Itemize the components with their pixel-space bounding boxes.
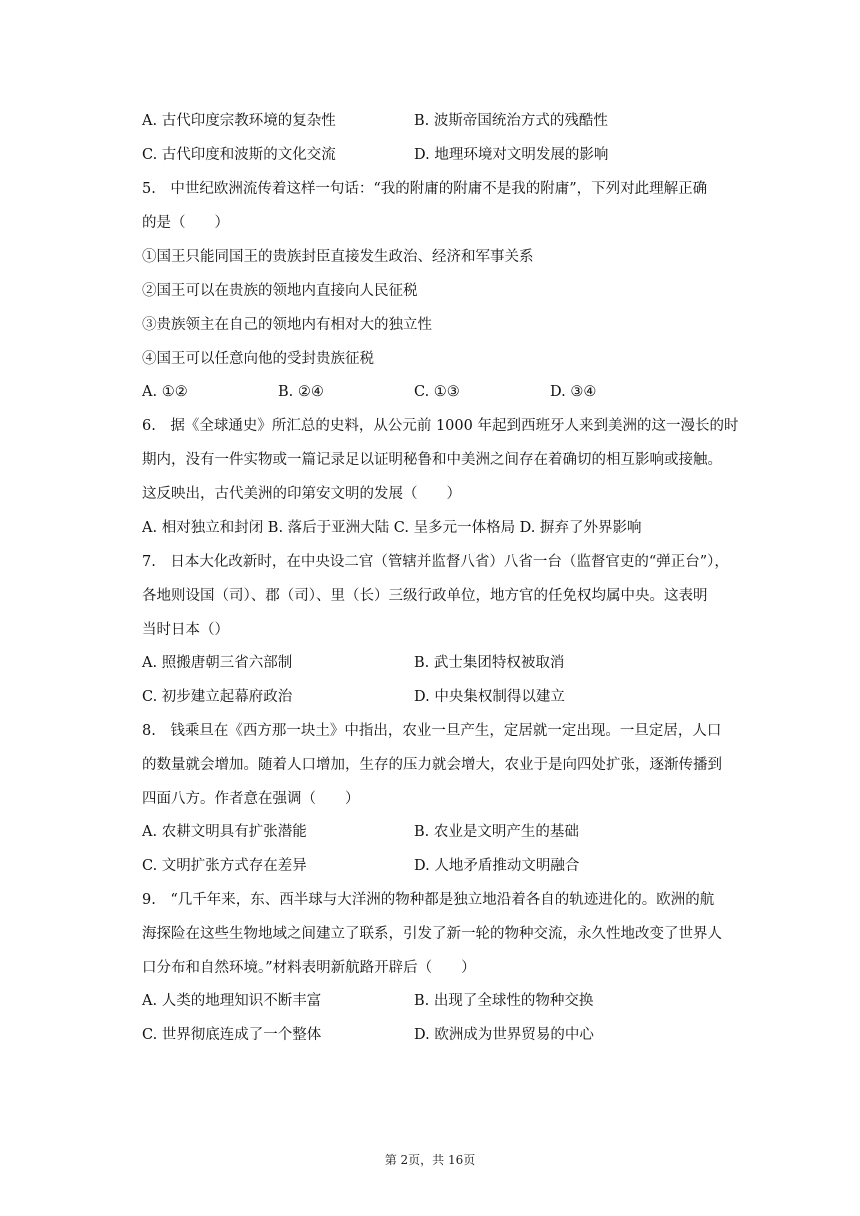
q8-stem-line-3: 四面八方。作者意在强调（ ） — [142, 791, 360, 807]
q9-stem-line-1: 9. “几千年来，东、西半球与大洋洲的物种都是独立地沿着各自的轨迹进化的。欧洲的航 — [142, 892, 715, 908]
q8-option-d: D. 人地矛盾推动文明融合 — [414, 858, 580, 874]
q8-option-a: A. 农耕文明具有扩张潜能 — [142, 824, 307, 840]
q6-stem-line-3: 这反映出，古代美洲的印第安文明的发展（ ） — [142, 486, 461, 502]
q6-stem-line-2: 期内，没有一件实物或一篇记录足以证明秘鲁和中美洲之间存在着确切的相互影响或接触。 — [142, 452, 722, 468]
q7-option-c: C. 初步建立起幕府政治 — [142, 689, 293, 705]
q9-option-d: D. 欧洲成为世界贸易的中心 — [414, 1027, 594, 1043]
q8-stem-line-2: 的数量就会增加。随着人口增加，生存的压力就会增大，农业于是向四处扩张，逐渐传播到 — [142, 757, 722, 773]
q5-stem-line-1: 5. 中世纪欧洲流传着这样一句话：“我的附庸的附庸不是我的附庸”，下列对此理解正确 — [142, 181, 708, 197]
q7-stem-line-3: 当时日本（） — [142, 622, 229, 638]
q9-option-c: C. 世界彻底连成了一个整体 — [142, 1027, 322, 1043]
q5-item-4: ④国王可以任意向他的受封贵族征税 — [142, 351, 374, 367]
q7-stem-line-2: 各地则设国（司）、郡（司）、里（长）三级行政单位，地方官的任免权均属中央。这表明 — [142, 588, 708, 604]
q8-stem-line-1: 8. 钱乘旦在《西方那一块土》中指出，农业一旦产生，定居就一定出现。一旦定居，人口 — [142, 723, 722, 739]
q7-option-a: A. 照搬唐朝三省六部制 — [142, 655, 293, 671]
q5-item-3: ③贵族领主在自己的领地内有相对大的独立性 — [142, 317, 432, 333]
q6-options: A. 相对独立和封闭 B. 落后于亚洲大陆 C. 呈多元一体格局 D. 摒弃了外界影响 — [142, 520, 642, 536]
page-number-footer: 第 2页，共 16页 — [384, 1153, 476, 1167]
q5-option-b: B. ②④ — [278, 384, 324, 400]
q4-option-b: B. 波斯帝国统治方式的残酷性 — [414, 113, 608, 129]
q8-option-c: C. 文明扩张方式存在差异 — [142, 858, 307, 874]
q9-stem-line-3: 口分布和自然环境。”材料表明新航路开辟后（ ） — [142, 960, 476, 976]
q9-option-b: B. 出现了全球性的物种交换 — [414, 993, 594, 1009]
q9-option-a: A. 人类的地理知识不断丰富 — [142, 993, 322, 1009]
q5-option-d: D. ③④ — [550, 384, 597, 400]
q4-option-a: A. 古代印度宗教环境的复杂性 — [142, 113, 336, 129]
q6-stem-line-1: 6. 据《全球通史》所汇总的史料，从公元前 1000 年起到西班牙人来到美洲的这一漫长的时 — [142, 418, 739, 434]
q4-option-d: D. 地理环境对文明发展的影响 — [414, 147, 609, 163]
q5-stem-line-2: 的是（ ） — [142, 215, 229, 231]
q5-item-1: ①国王只能同国王的贵族封臣直接发生政治、经济和军事关系 — [142, 249, 534, 265]
q5-option-a: A. ①② — [142, 384, 188, 400]
q4-option-c: C. 古代印度和波斯的文化交流 — [142, 147, 336, 163]
q9-stem-line-2: 海探险在这些生物地域之间建立了联系，引发了新一轮的物种交流，永久性地改变了世界人 — [142, 926, 722, 942]
q5-option-c: C. ①③ — [414, 384, 460, 400]
q7-stem-line-1: 7. 日本大化改新时，在中央设二官（管辖并监督八省）八省一台（监督官吏的“弹正台”）， — [142, 554, 729, 570]
q7-option-b: B. 武士集团特权被取消 — [414, 655, 565, 671]
q5-item-2: ②国王可以在贵族的领地内直接向人民征税 — [142, 283, 418, 299]
q8-option-b: B. 农业是文明产生的基础 — [414, 824, 579, 840]
q7-option-d: D. 中央集权制得以建立 — [414, 689, 565, 705]
